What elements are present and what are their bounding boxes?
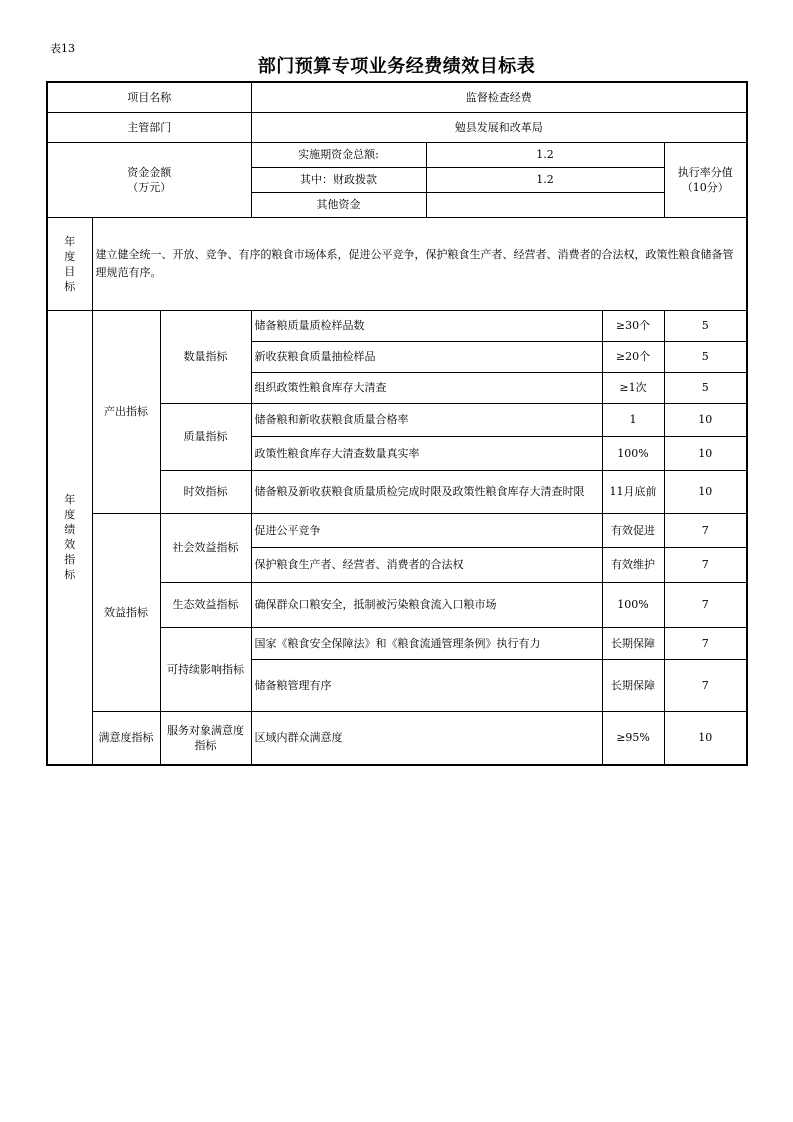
indicator-score: 10 [664, 470, 747, 513]
indicator-score: 5 [664, 341, 747, 372]
project-name-label: 项目名称 [47, 82, 251, 112]
indicator-name: 新收获粮食质量抽检样品 [251, 341, 602, 372]
indicator-target: 1 [602, 403, 664, 436]
annual-goal-label [47, 217, 92, 310]
satisfaction-indicators: 满意度指标 [92, 711, 160, 765]
table-number: 表13 [50, 42, 75, 55]
funds-other-label: 其他资金 [251, 192, 426, 217]
indicator-score: 5 [664, 310, 747, 341]
indicator-target: 有效促进 [602, 513, 664, 547]
indicator-score: 7 [664, 659, 747, 711]
funds-other-value [426, 192, 664, 217]
performance-target-table [46, 81, 748, 766]
indicator-name: 促进公平竞争 [251, 513, 602, 547]
indicator-name: 储备粮管理有序 [251, 659, 602, 711]
indicator-target: ≥20个 [602, 341, 664, 372]
timeliness-indicators: 时效指标 [160, 470, 251, 513]
indicator-name: 储备粮和新收获粮食质量合格率 [251, 403, 602, 436]
indicator-name: 区域内群众满意度 [251, 711, 602, 765]
output-indicators: 产出指标 [92, 310, 160, 513]
indicator-target: 长期保障 [602, 659, 664, 711]
indicator-score: 7 [664, 582, 747, 627]
indicator-target: 有效维护 [602, 547, 664, 582]
sustainable-impact-indicators: 可持续影响指标 [160, 627, 251, 711]
funds-total-label: 实施期资金总额: [251, 142, 426, 167]
service-satisfaction-indicators: 服务对象满意度指标 [160, 711, 251, 765]
funds-label: 资金金额 （万元） [47, 142, 251, 217]
indicator-name: 政策性粮食库存大清查数量真实率 [251, 436, 602, 470]
department-value: 勉县发展和改革局 [251, 112, 747, 142]
indicator-name: 储备粮及新收获粮食质量质检完成时限及政策性粮食库存大清查时限 [251, 470, 602, 513]
funds-fiscal-label: 其中：财政拨款 [251, 167, 426, 192]
indicator-score: 10 [664, 711, 747, 765]
social-benefit-indicators: 社会效益指标 [160, 513, 251, 582]
indicator-score: 7 [664, 513, 747, 547]
ecological-benefit-indicators: 生态效益指标 [160, 582, 251, 627]
funds-fiscal-value: 1.2 [426, 167, 664, 192]
quality-indicators: 质量指标 [160, 403, 251, 470]
indicator-target: ≥1次 [602, 372, 664, 403]
indicator-target: ≥30个 [602, 310, 664, 341]
indicator-target: 100% [602, 436, 664, 470]
indicator-name: 确保群众口粮安全，抵制被污染粮食流入口粮市场 [251, 582, 602, 627]
indicator-target: 11月底前 [602, 470, 664, 513]
annual-indicators-label [47, 310, 92, 765]
funds-total-value: 1.2 [426, 142, 664, 167]
quantity-indicators: 数量指标 [160, 310, 251, 403]
annual-indicators-label-text: 年度绩效指标 [64, 493, 76, 582]
page-title: 部门预算专项业务经费绩效目标表 [257, 56, 536, 77]
indicator-target: 100% [602, 582, 664, 627]
annual-goal-text: 建立健全统一、开放、竞争、有序的粮食市场体系，促进公平竞争，保护粮食生产者、经营者、消费者的合法权，政策性粮食储备管理规范有序。 [92, 217, 747, 310]
project-name-value: 监督检查经费 [251, 82, 747, 112]
indicator-target: 长期保障 [602, 627, 664, 659]
indicator-name: 保护粮食生产者、经营者、消费者的合法权 [251, 547, 602, 582]
annual-goal-label-text: 年度目标 [64, 234, 76, 293]
indicator-name: 组织政策性粮食库存大清查 [251, 372, 602, 403]
benefit-indicators: 效益指标 [92, 513, 160, 711]
department-label: 主管部门 [47, 112, 251, 142]
indicator-name: 国家《粮食安全保障法》和《粮食流通管理条例》执行有力 [251, 627, 602, 659]
execution-rate-score-label: 执行率分值 （10分） [664, 142, 747, 217]
indicator-score: 10 [664, 403, 747, 436]
indicator-score: 7 [664, 627, 747, 659]
indicator-score: 5 [664, 372, 747, 403]
indicator-name: 储备粮质量质检样品数 [251, 310, 602, 341]
indicator-score: 10 [664, 436, 747, 470]
indicator-score: 7 [664, 547, 747, 582]
indicator-target: ≥95% [602, 711, 664, 765]
